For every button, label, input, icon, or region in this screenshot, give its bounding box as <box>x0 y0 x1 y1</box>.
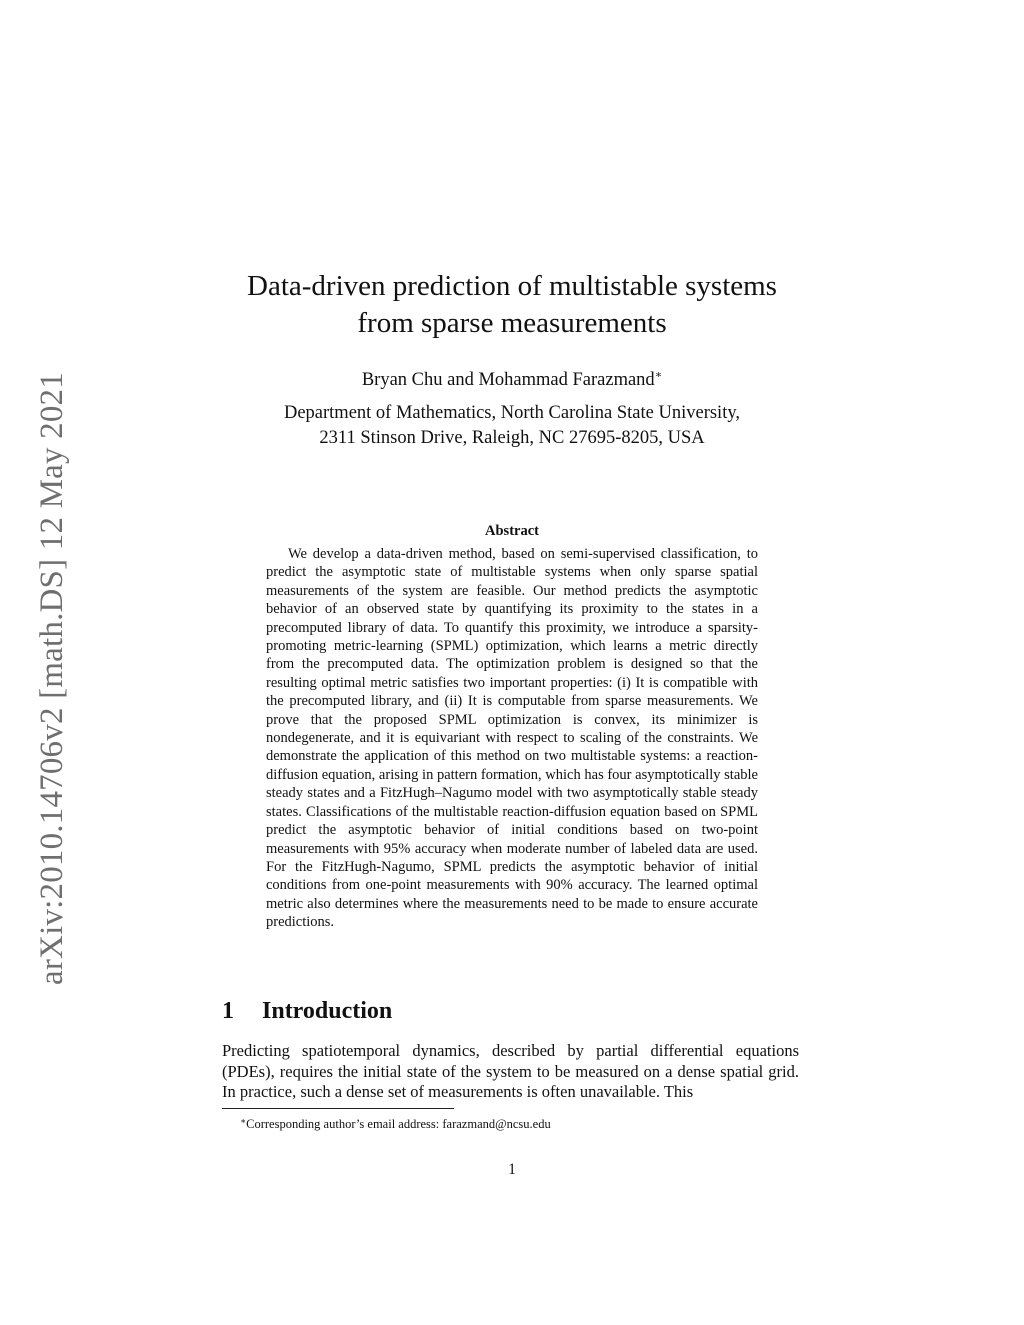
section-title: Introduction <box>262 998 393 1024</box>
footnote-mark: ∗ <box>240 1116 247 1126</box>
section-number: 1 <box>222 998 234 1024</box>
section-heading <box>222 995 802 1027</box>
affiliation-line: Department of Mathematics, North Carolina State University, <box>283 403 741 423</box>
affiliation-line: 2311 Stinson Drive, Raleigh, NC 27695-8205, USA <box>319 428 705 448</box>
abstract-paragraph: We develop a data-driven method, based on semi-supervised classification, to predict the asymptotic state of multistable systems when only sparse spatial measurements of the system are feasible. Our method predicts the asymptotic behavior of an observed state by quantifying its proximity to the states in a precomputed library of data. To quantify this proximity, we introduce a sparsity-promoting metric-learning (SPML) optimization, which learns a metric directly from the precomputed data. The optimization problem is designed so that the resulting optimal metric satisfies two important properties: (i) It is compatible with the precomputed library, and (ii) It is computable from sparse measurements. We prove that the proposed SPML optimization is convex, its minimizer is nondegenerate, and it is equivariant with respect to scaling of the constraints. We demonstrate the application of this method on two multistable systems: a reaction-diffusion equation, arising in pattern formation, which has four asymptotically stable steady states and a FitzHugh–Nagumo model with two asymptotically stable steady states. Classifications of the multistable reaction-diffusion equation based on SPML predict the asymptotic behavior of initial conditions based on two-point measurements with 95% accuracy when moderate number of labeled data are used. For the FitzHugh-Nagumo, SPML predicts the asymptotic behavior of initial conditions from one-point measurements with 90% accuracy. The learned optimal metric also determines where the measurements need to be made to ensure accurate predictions. <box>266 546 758 931</box>
footnote <box>240 1113 800 1132</box>
paper-title <box>222 268 802 342</box>
title-line: Data-driven prediction of multistable systems <box>247 270 777 302</box>
author-names: Bryan Chu and Mohammad Farazmand <box>361 370 655 390</box>
abstract-body <box>266 545 758 932</box>
footnote-text: Corresponding author’s email address: farazmand@ncsu.edu <box>246 1117 551 1131</box>
affiliation <box>222 401 802 451</box>
title-line: from sparse measurements <box>357 307 667 339</box>
abstract-heading: Abstract <box>485 523 539 539</box>
author-list <box>222 362 802 393</box>
page-number: 1 <box>508 1161 516 1178</box>
author-footnote-mark: ∗ <box>654 369 663 381</box>
intro-paragraph: Predicting spatiotemporal dynamics, described by partial differential equations (PDEs), requires the initial state of the system to be measured on a dense spatial grid. In practice, such a dense set of measurements is often unavailable. This <box>222 1041 799 1101</box>
footnote-rule <box>222 1108 454 1109</box>
arxiv-identifier-stamp: arXiv:2010.14706v2 [math.DS] 12 May 2021 <box>34 372 70 985</box>
introduction-body <box>222 1041 799 1103</box>
